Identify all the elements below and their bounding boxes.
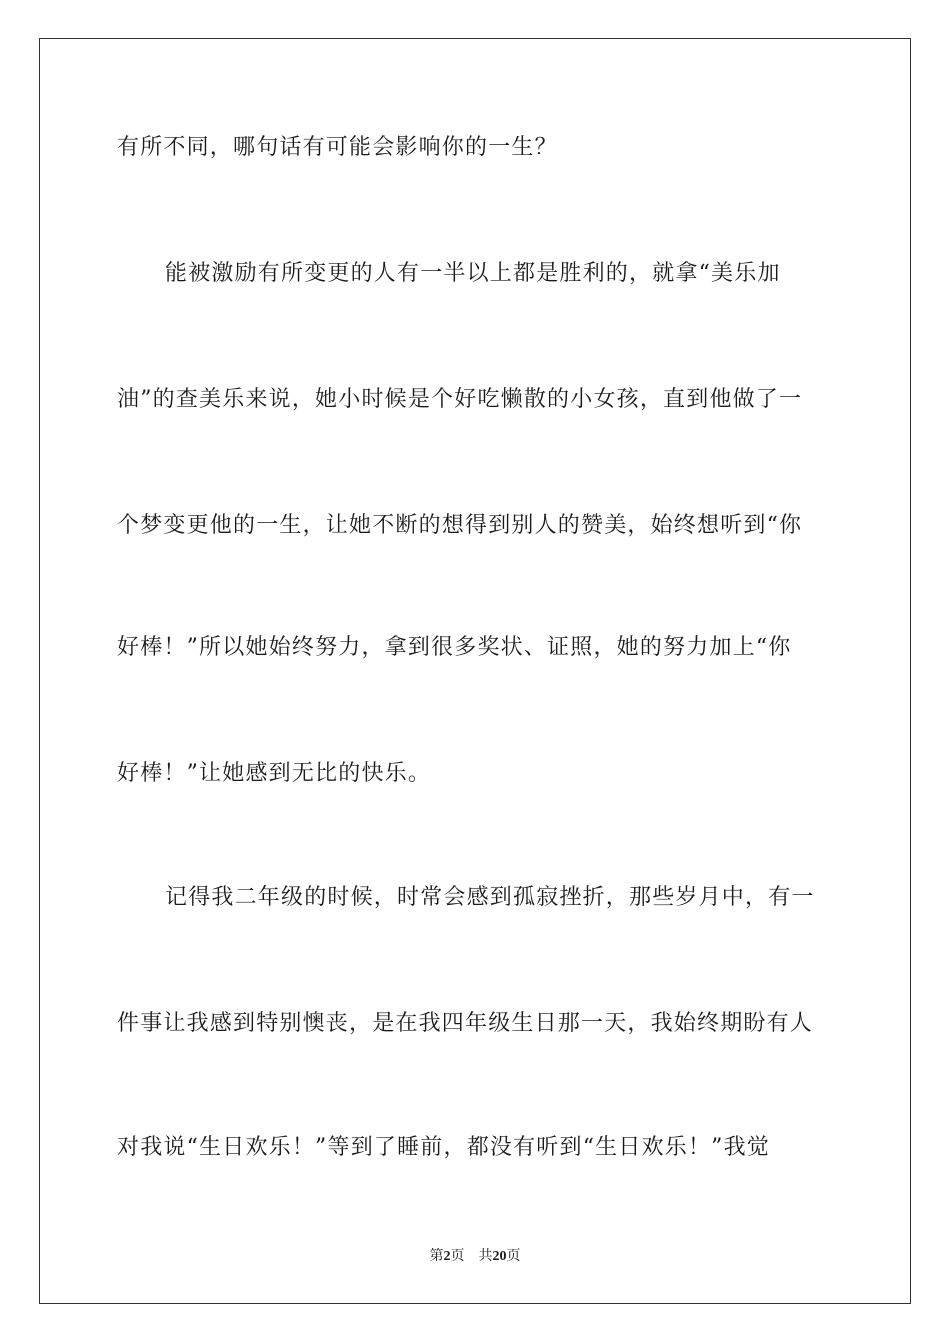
total-pages: 20: [492, 1249, 507, 1264]
text-line-2: 能被激励有所变更的人有一半以上都是胜利的，就拿“美乐加: [165, 261, 781, 286]
text-line-4: 个梦变更他的一生，让她不断的想得到别人的赞美，始终想听到“你: [117, 513, 803, 538]
page-number: 2: [443, 1249, 451, 1264]
text-line-8: 件事让我感到特别懊丧，是在我四年级生日那一天，我始终期盼有人: [117, 1011, 814, 1036]
page-prefix: 第: [429, 1248, 444, 1264]
page-border: [39, 38, 911, 1304]
total-prefix: 共: [478, 1248, 493, 1264]
page-suffix: 页: [450, 1248, 465, 1264]
page-footer: [0, 1246, 950, 1267]
text-line-3: 油”的查美乐来说，她小时候是个好吃懒散的小女孩，直到他做了一: [117, 387, 803, 412]
text-line-7: 记得我二年级的时候，时常会感到孤寂挫折，那些岁月中，有一: [165, 885, 815, 910]
text-line-6: 好棒！”让她感到无比的快乐。: [117, 761, 432, 786]
text-line-5: 好棒！”所以她始终努力，拿到很多奖状、证照，她的努力加上“你: [117, 635, 792, 660]
total-suffix: 页: [506, 1248, 521, 1264]
text-line-9: 对我说“生日欢乐！”等到了睡前，都没有听到“生日欢乐！”我觉: [117, 1135, 770, 1160]
text-line-1: 有所不同，哪句话有可能会影响你的一生？: [117, 135, 558, 160]
